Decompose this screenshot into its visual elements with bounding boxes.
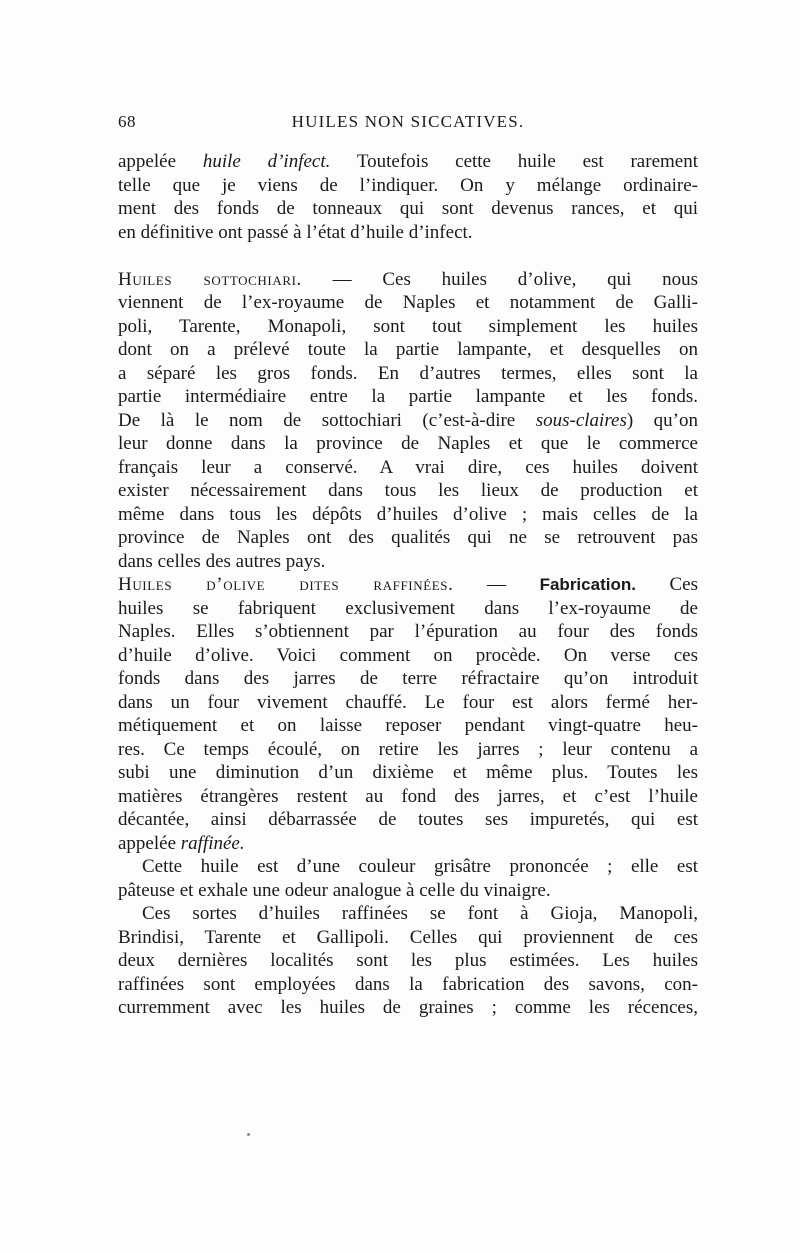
text-segment: Huiles d’olive dites raffinées. <box>118 574 454 595</box>
text-segment: Naples. Elles s’obtiennent par l’épuration au four des fonds <box>118 621 698 642</box>
text-segment: — Ces huiles d’olive, qui nous <box>301 268 698 290</box>
text-line <box>118 268 698 292</box>
text-segment: Cette huile est d’une couleur grisâtre prononcée ; elle est <box>142 856 698 877</box>
text-segment: sous-claires <box>535 409 627 431</box>
text-segment: appelée <box>118 832 181 854</box>
text-line <box>118 503 698 527</box>
text-line <box>118 644 698 668</box>
text-line <box>118 738 698 762</box>
text-segment: dont on a prélevé toute la partie lampante, et desquelles on <box>118 339 698 360</box>
text-segment: province de Naples ont des qualités qui ne se retrouvent pas <box>118 527 698 548</box>
text-segment: pâteuse et exhale une odeur analogue à celle du vinaigre. <box>118 879 551 901</box>
text-segment: poli, Tarente, Monapoli, sont tout simplement les huiles <box>118 315 698 337</box>
text-segment: subi une diminution d’un dixième et même plus. Toutes les <box>118 762 698 783</box>
paragraph <box>118 573 698 855</box>
text-line <box>118 761 698 785</box>
text-line <box>118 714 698 738</box>
text-segment: d’huile d’olive. Voici comment on procède. On verse ces <box>118 644 698 666</box>
text-line <box>118 620 698 644</box>
text-segment: Huiles sottochiari. <box>118 268 302 290</box>
text-line <box>118 362 698 386</box>
text-segment: viennent de l’ex-royaume de Naples et notamment de Galli- <box>118 292 698 313</box>
text-segment: huiles se fabriquent exclusivement dans l’ex-royaume de <box>118 597 698 619</box>
text-segment: curremment avec les huiles de graines ; comme les récences, <box>118 997 698 1018</box>
text-segment: exister nécessairement dans tous les lieux de production et <box>118 480 698 501</box>
text-segment: leur donne dans la province de Naples et que le commerce <box>118 433 698 454</box>
text-line <box>118 432 698 456</box>
text-line <box>118 150 698 174</box>
text-line <box>118 479 698 503</box>
ink-speck <box>247 1133 250 1136</box>
text-segment: deux dernières localités sont les plus estimées. Les huiles <box>118 950 698 971</box>
text-segment: ) qu’on <box>626 409 699 431</box>
text-line <box>118 550 698 574</box>
text-segment: même dans tous les dépôts d’huiles d’olive ; mais celles de la <box>118 503 698 525</box>
text-line <box>118 949 698 973</box>
text-line <box>118 996 698 1020</box>
text-segment: ment des fonds de tonneaux qui sont devenus rances, et qui <box>118 198 698 219</box>
text-segment: Fabrication. <box>539 575 636 594</box>
text-line <box>118 573 698 597</box>
text-line <box>118 221 698 245</box>
text-segment: en définitive ont passé à l’état d’huile d’infect. <box>118 221 473 243</box>
running-head: HUILES NON SICCATIVES. <box>291 112 525 131</box>
text-line <box>118 456 698 480</box>
text-line <box>118 855 698 879</box>
text-segment: fonds dans des jarres de terre réfractaire qu’on introduit <box>118 668 698 689</box>
text-segment: raffinées sont employées dans la fabrication des savons, con- <box>118 973 698 995</box>
text-line <box>118 808 698 832</box>
text-line <box>118 338 698 362</box>
text-segment: a séparé les gros fonds. En d’autres termes, elles sont la <box>118 362 698 384</box>
text-segment: dans un four vivement chauffé. Le four est alors fermé her- <box>118 691 698 713</box>
text-segment: Brindisi, Tarente et Gallipoli. Celles qui proviennent de ces <box>118 926 698 948</box>
text-segment: res. Ce temps écoulé, on retire les jarres ; leur contenu a <box>118 738 698 760</box>
text-segment: Toutefois cette huile est rarement <box>330 151 698 172</box>
text-line <box>118 667 698 691</box>
text-segment: français leur a conservé. A vrai dire, ces huiles doivent <box>118 456 698 478</box>
text-line <box>118 291 698 315</box>
text-line <box>118 597 698 621</box>
text-line <box>118 973 698 997</box>
text-segment: De là le nom de sottochiari (c’est-à-dire <box>118 409 536 431</box>
text-line <box>118 879 698 903</box>
text-line <box>118 315 698 339</box>
page-body <box>118 150 698 1020</box>
text-segment: Ces sortes d’huiles raffinées se font à Gioja, Manopoli, <box>142 903 698 924</box>
paragraph <box>118 268 698 574</box>
text-line <box>118 526 698 550</box>
text-line <box>118 691 698 715</box>
page-header <box>118 112 698 136</box>
text-line <box>118 409 698 433</box>
text-line <box>118 832 698 856</box>
paragraph <box>118 855 698 902</box>
text-line <box>118 785 698 809</box>
text-line <box>118 174 698 198</box>
text-segment: Ces <box>635 574 699 595</box>
text-line <box>118 385 698 409</box>
text-segment: appelée <box>118 151 203 172</box>
text-segment: matières étrangères restent au fond des jarres, et c’est l’huile <box>118 785 698 807</box>
text-segment: — <box>453 574 540 595</box>
text-segment: partie intermédiaire entre la partie lampante et les fonds. <box>118 386 698 407</box>
text-line <box>118 902 698 926</box>
text-line <box>118 926 698 950</box>
text-line <box>118 197 698 221</box>
text-segment: métiquement et on laisse reposer pendant vingt-quatre heu- <box>118 715 698 736</box>
paragraph <box>118 902 698 1020</box>
text-segment: dans celles des autres pays. <box>118 550 326 572</box>
page-number: 68 <box>118 112 136 131</box>
text-segment: huile d’infect. <box>202 151 331 172</box>
paragraph <box>118 150 698 244</box>
paragraph-gap <box>118 244 698 268</box>
text-segment: telle que je viens de l’indiquer. On y mélange ordinaire- <box>118 174 698 196</box>
text-segment: raffinée. <box>180 832 245 854</box>
text-segment: décantée, ainsi débarrassée de toutes ses impuretés, qui est <box>118 809 698 830</box>
